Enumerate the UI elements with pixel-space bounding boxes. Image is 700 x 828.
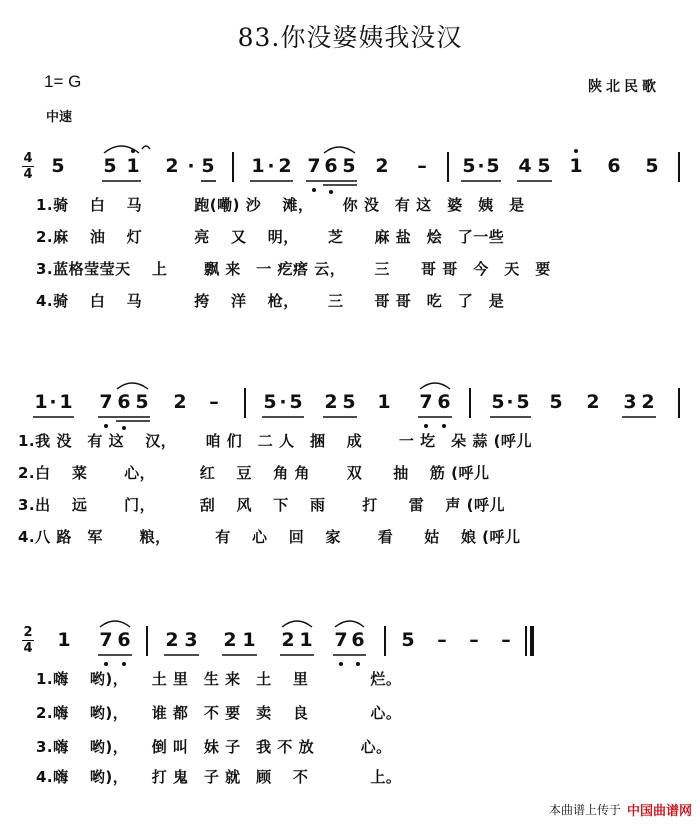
note: 1 xyxy=(126,155,140,177)
note: 7 xyxy=(419,391,433,413)
lyric-line-2-1: 1.我 没 有 这 汉， 咱 们 二 人 捆 成 一 圪 朵 蒜 (呼儿 xyxy=(18,432,532,450)
octave-dot xyxy=(442,424,446,428)
slur xyxy=(142,146,150,149)
note: 1 xyxy=(242,629,256,651)
note: 5 xyxy=(342,391,356,413)
note: 2 xyxy=(641,391,655,413)
slur xyxy=(324,147,355,153)
note: 1 xyxy=(569,155,583,177)
octave-dot xyxy=(339,662,343,666)
meter-numerator: 4 xyxy=(23,151,33,166)
note: 2 xyxy=(375,155,389,177)
octave-dot xyxy=(312,188,316,192)
dash: – xyxy=(437,629,447,651)
meter-numerator: 2 xyxy=(23,625,33,640)
octave-dot xyxy=(104,424,108,428)
lyric-line-1-1: 1.骑 白 马 跑(嘞) 沙 滩， 你 没 有 这 婆 姨 是 xyxy=(36,196,525,214)
note: 5 xyxy=(645,155,659,177)
note: 5 xyxy=(537,155,551,177)
note: 7 xyxy=(307,155,321,177)
note-dot: · xyxy=(267,155,275,177)
note: 2 xyxy=(324,391,338,413)
note: 2 xyxy=(223,629,237,651)
footer-text: 本曲谱上传于 xyxy=(548,803,621,817)
slur xyxy=(335,621,364,627)
note-dot: · xyxy=(187,155,195,177)
song-title: 83.你没婆姨我没汉 xyxy=(237,23,463,52)
dash: – xyxy=(417,155,427,177)
song-source: 陕北民歌 xyxy=(588,79,660,95)
note: 5 xyxy=(401,629,415,651)
note: 2 xyxy=(278,155,292,177)
note: 2 xyxy=(281,629,295,651)
octave-dot xyxy=(424,424,428,428)
lyric-line-3-1: 1.嗨 哟)， 土 里 生 来 土 里 烂。 xyxy=(36,670,402,688)
octave-dot xyxy=(574,149,578,153)
note: 4 xyxy=(518,155,532,177)
dash: – xyxy=(501,629,511,651)
note-dot: · xyxy=(477,155,485,177)
note: 5 xyxy=(289,391,303,413)
note: 1 xyxy=(299,629,313,651)
slur xyxy=(420,383,450,389)
footer-credit xyxy=(549,800,692,819)
note-dot: · xyxy=(49,391,57,413)
note: 5 xyxy=(462,155,476,177)
lyric-line-3-4: 4.嗨 哟)， 打 鬼 子 就 顾 不 上。 xyxy=(36,768,402,786)
note: 2 xyxy=(165,155,179,177)
note: 5 xyxy=(549,391,563,413)
slur xyxy=(117,383,148,389)
note: 5 xyxy=(201,155,215,177)
lyric-line-1-3: 3.蓝格莹莹天 上 飘 来 一 疙瘩 云， 三 哥 哥 今 天 要 xyxy=(36,260,551,278)
octave-dot xyxy=(104,662,108,666)
site-logo[interactable]: 中国曲谱网 xyxy=(626,804,692,819)
slur xyxy=(100,621,130,627)
note: 6 xyxy=(117,391,131,413)
note: 3 xyxy=(184,629,198,651)
lyric-line-2-3: 3.出 远 门， 刮 风 下 雨 打 雷 声 (呼儿 xyxy=(18,496,505,514)
lyric-line-2-2: 2.白 菜 心， 红 豆 角 角 双 抽 筋 (呼儿 xyxy=(18,464,490,482)
note: 5 xyxy=(491,391,505,413)
note: 2 xyxy=(173,391,187,413)
note: 7 xyxy=(99,629,113,651)
meter-denominator: 4 xyxy=(23,167,33,182)
note: 5 xyxy=(516,391,530,413)
note: 2 xyxy=(165,629,179,651)
dash: – xyxy=(469,629,479,651)
lyric-line-3-2: 2.嗨 哟)， 谁 都 不 要 卖 良 心。 xyxy=(36,704,402,722)
note: 6 xyxy=(351,629,365,651)
key-signature: 1= G xyxy=(44,72,82,91)
dash: – xyxy=(209,391,219,413)
note: 1 xyxy=(59,391,73,413)
note: 1 xyxy=(377,391,391,413)
note: 6 xyxy=(117,629,131,651)
note: 5 xyxy=(103,155,117,177)
octave-dot xyxy=(122,662,126,666)
note: 7 xyxy=(334,629,348,651)
lyric-line-1-4: 4.骑 白 马 挎 洋 枪， 三 哥 哥 吃 了 是 xyxy=(36,292,505,310)
note: 6 xyxy=(437,391,451,413)
lyric-line-3-3: 3.嗨 哟)， 倒 叫 妹 子 我 不 放 心。 xyxy=(36,738,392,756)
note: 7 xyxy=(99,391,113,413)
tempo-marking: 中速 xyxy=(46,110,73,125)
note: 3 xyxy=(623,391,637,413)
note-dot: · xyxy=(279,391,287,413)
note: 1 xyxy=(34,391,48,413)
lyric-line-1-2: 2.麻 油 灯 亮 又 明， 芝 麻 盐 烩 了一些 xyxy=(36,228,505,246)
octave-dot xyxy=(329,190,333,194)
note: 5 xyxy=(342,155,356,177)
octave-dot xyxy=(122,426,126,430)
octave-dot xyxy=(356,662,360,666)
lyric-line-2-4: 4.八 路 军 粮， 有 心 回 家 看 姑 娘 (呼儿 xyxy=(18,528,521,546)
slur xyxy=(282,621,312,627)
note: 1 xyxy=(251,155,265,177)
note: 1 xyxy=(57,629,71,651)
meter-denominator: 4 xyxy=(23,641,33,656)
note: 6 xyxy=(607,155,621,177)
note: 2 xyxy=(586,391,600,413)
note: 5 xyxy=(263,391,277,413)
note: 6 xyxy=(324,155,338,177)
note: 5 xyxy=(51,155,65,177)
note-dot: · xyxy=(506,391,514,413)
note: 5 xyxy=(135,391,149,413)
note: 5 xyxy=(486,155,500,177)
